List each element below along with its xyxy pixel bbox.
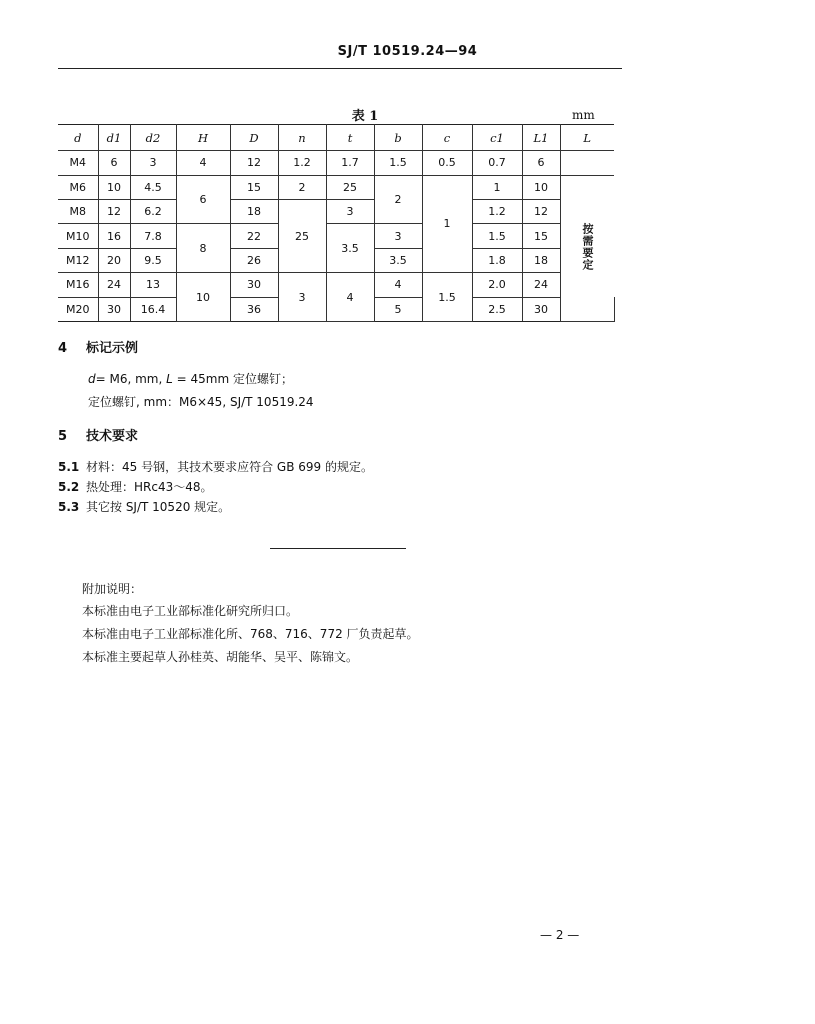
cell-d1: 12 bbox=[98, 199, 130, 223]
cell-d1: 30 bbox=[98, 297, 130, 321]
section-4-title: 标记示例 bbox=[86, 341, 139, 356]
cell-t: 1.7 bbox=[326, 151, 374, 175]
section-4-heading bbox=[58, 337, 138, 356]
col-header-L1: L1 bbox=[522, 125, 560, 151]
cell-c1: 1.2 bbox=[472, 199, 522, 223]
col-header-b: b bbox=[374, 125, 422, 151]
cell-L1: 15 bbox=[522, 224, 560, 248]
symbol-d: d bbox=[88, 372, 96, 386]
cell-D: 30 bbox=[230, 273, 278, 297]
cell-d1: 16 bbox=[98, 224, 130, 248]
cell-n: 2 bbox=[278, 175, 326, 199]
table-row bbox=[58, 224, 614, 248]
table-row bbox=[58, 175, 614, 199]
cell-D: 26 bbox=[230, 248, 278, 272]
cell-b: 3 bbox=[374, 224, 422, 248]
cell-D: 12 bbox=[230, 151, 278, 175]
cell-H: 10 bbox=[176, 273, 230, 322]
section-5-number: 5 bbox=[58, 429, 68, 444]
end-rule bbox=[270, 548, 406, 549]
table-title: 表 1 bbox=[351, 109, 379, 124]
requirement-text: 热处理：HRc43～48。 bbox=[86, 480, 213, 494]
dimension-table bbox=[58, 124, 614, 322]
section-5-heading bbox=[58, 425, 138, 444]
col-header-t: t bbox=[326, 125, 374, 151]
cell-n: 3 bbox=[278, 273, 326, 322]
cell-b: 2 bbox=[374, 175, 422, 224]
cell-n: 1.2 bbox=[278, 151, 326, 175]
table-row bbox=[58, 273, 614, 297]
marking-example-part-1: = M6, mm, bbox=[95, 372, 167, 386]
cell-d2: 3 bbox=[130, 151, 176, 175]
cell-L-note bbox=[560, 175, 614, 321]
col-header-c: c bbox=[422, 125, 472, 151]
cell-d: M10 bbox=[58, 224, 98, 248]
cell-d: M20 bbox=[58, 297, 98, 321]
cell-b: 1.5 bbox=[374, 151, 422, 175]
cell-d1: 10 bbox=[98, 175, 130, 199]
requirement-item bbox=[58, 498, 230, 515]
cell-c1: 1.5 bbox=[472, 224, 522, 248]
col-header-d: d bbox=[58, 125, 98, 151]
requirement-number: 5.2 bbox=[58, 480, 80, 494]
col-header-d2: d2 bbox=[130, 125, 176, 151]
cell-b: 3.5 bbox=[374, 248, 422, 272]
page-number: — 2 — bbox=[540, 928, 580, 942]
requirement-text: 材料：45 号钢，其技术要求应符合 GB 699 的规定。 bbox=[86, 460, 373, 474]
marking-example-line-1 bbox=[88, 370, 293, 387]
cell-L1: 6 bbox=[522, 151, 560, 175]
table-unit: mm bbox=[572, 108, 595, 122]
cell-d2: 4.5 bbox=[130, 175, 176, 199]
cell-d1: 24 bbox=[98, 273, 130, 297]
cell-L1: 30 bbox=[522, 297, 560, 321]
table-header-row bbox=[58, 125, 614, 151]
cell-D: 22 bbox=[230, 224, 278, 248]
cell-H: 6 bbox=[176, 175, 230, 224]
header-rule bbox=[58, 68, 622, 69]
cell-D: 18 bbox=[230, 199, 278, 223]
cell-b: 4 bbox=[374, 273, 422, 297]
appendix-line: 本标准主要起草人孙桂英、胡能华、吴平、陈锦文。 bbox=[82, 650, 359, 664]
cell-c1: 0.7 bbox=[472, 151, 522, 175]
cell-L-blank bbox=[560, 151, 614, 175]
standard-header: SJ/T 10519.24—94 bbox=[337, 44, 478, 59]
appendix-line: 本标准由电子工业部标准化研究所归口。 bbox=[82, 604, 299, 618]
cell-d: M6 bbox=[58, 175, 98, 199]
cell-d: M16 bbox=[58, 273, 98, 297]
cell-H: 4 bbox=[176, 151, 230, 175]
col-header-L: L bbox=[560, 125, 614, 151]
col-header-n: n bbox=[278, 125, 326, 151]
cell-d: M8 bbox=[58, 199, 98, 223]
appendix-line: 本标准由电子工业部标准化所、768、716、772 厂负责起草。 bbox=[82, 627, 419, 641]
cell-d1: 6 bbox=[98, 151, 130, 175]
cell-c: 1.5 bbox=[422, 273, 472, 322]
cell-t: 3 bbox=[326, 199, 374, 223]
cell-b: 5 bbox=[374, 297, 422, 321]
requirement-item bbox=[58, 478, 213, 495]
requirement-number: 5.3 bbox=[58, 500, 80, 514]
cell-D: 36 bbox=[230, 297, 278, 321]
col-header-c1: c1 bbox=[472, 125, 522, 151]
col-header-D: D bbox=[230, 125, 278, 151]
cell-D: 15 bbox=[230, 175, 278, 199]
table-row bbox=[58, 199, 614, 223]
cell-c: 0.5 bbox=[422, 151, 472, 175]
cell-d1: 20 bbox=[98, 248, 130, 272]
cell-L1: 18 bbox=[522, 248, 560, 272]
cell-c1: 2.0 bbox=[472, 273, 522, 297]
cell-L1: 10 bbox=[522, 175, 560, 199]
table-row bbox=[58, 151, 614, 175]
cell-c1: 2.5 bbox=[472, 297, 522, 321]
requirement-text: 其它按 SJ/T 10520 规定。 bbox=[86, 500, 231, 514]
cell-H: 8 bbox=[176, 224, 230, 273]
marking-example-line-2: 定位螺钉, mm：M6×45, SJ/T 10519.24 bbox=[88, 395, 314, 409]
cell-d2: 13 bbox=[130, 273, 176, 297]
appendix-title: 附加说明： bbox=[82, 582, 143, 596]
cell-d2: 6.2 bbox=[130, 199, 176, 223]
cell-t: 4 bbox=[326, 273, 374, 322]
L-note-text: 按需要定 bbox=[581, 222, 594, 271]
cell-c1: 1 bbox=[472, 175, 522, 199]
cell-d: M4 bbox=[58, 151, 98, 175]
col-header-H: H bbox=[176, 125, 230, 151]
cell-c1: 1.8 bbox=[472, 248, 522, 272]
cell-c: 1 bbox=[422, 175, 472, 273]
cell-d2: 9.5 bbox=[130, 248, 176, 272]
marking-example-part-2: = 45mm 定位螺钉； bbox=[172, 372, 293, 386]
symbol-L: L bbox=[166, 372, 173, 386]
cell-L1: 24 bbox=[522, 273, 560, 297]
cell-d: M12 bbox=[58, 248, 98, 272]
col-header-d1: d1 bbox=[98, 125, 130, 151]
requirement-number: 5.1 bbox=[58, 460, 80, 474]
cell-d2: 7.8 bbox=[130, 224, 176, 248]
cell-n: 25 bbox=[278, 199, 326, 272]
cell-d2: 16.4 bbox=[130, 297, 176, 321]
section-4-number: 4 bbox=[58, 341, 68, 356]
cell-L1: 12 bbox=[522, 199, 560, 223]
requirement-item bbox=[58, 458, 373, 475]
cell-t: 25 bbox=[326, 175, 374, 199]
section-5-title: 技术要求 bbox=[86, 429, 139, 444]
cell-t: 3.5 bbox=[326, 224, 374, 273]
